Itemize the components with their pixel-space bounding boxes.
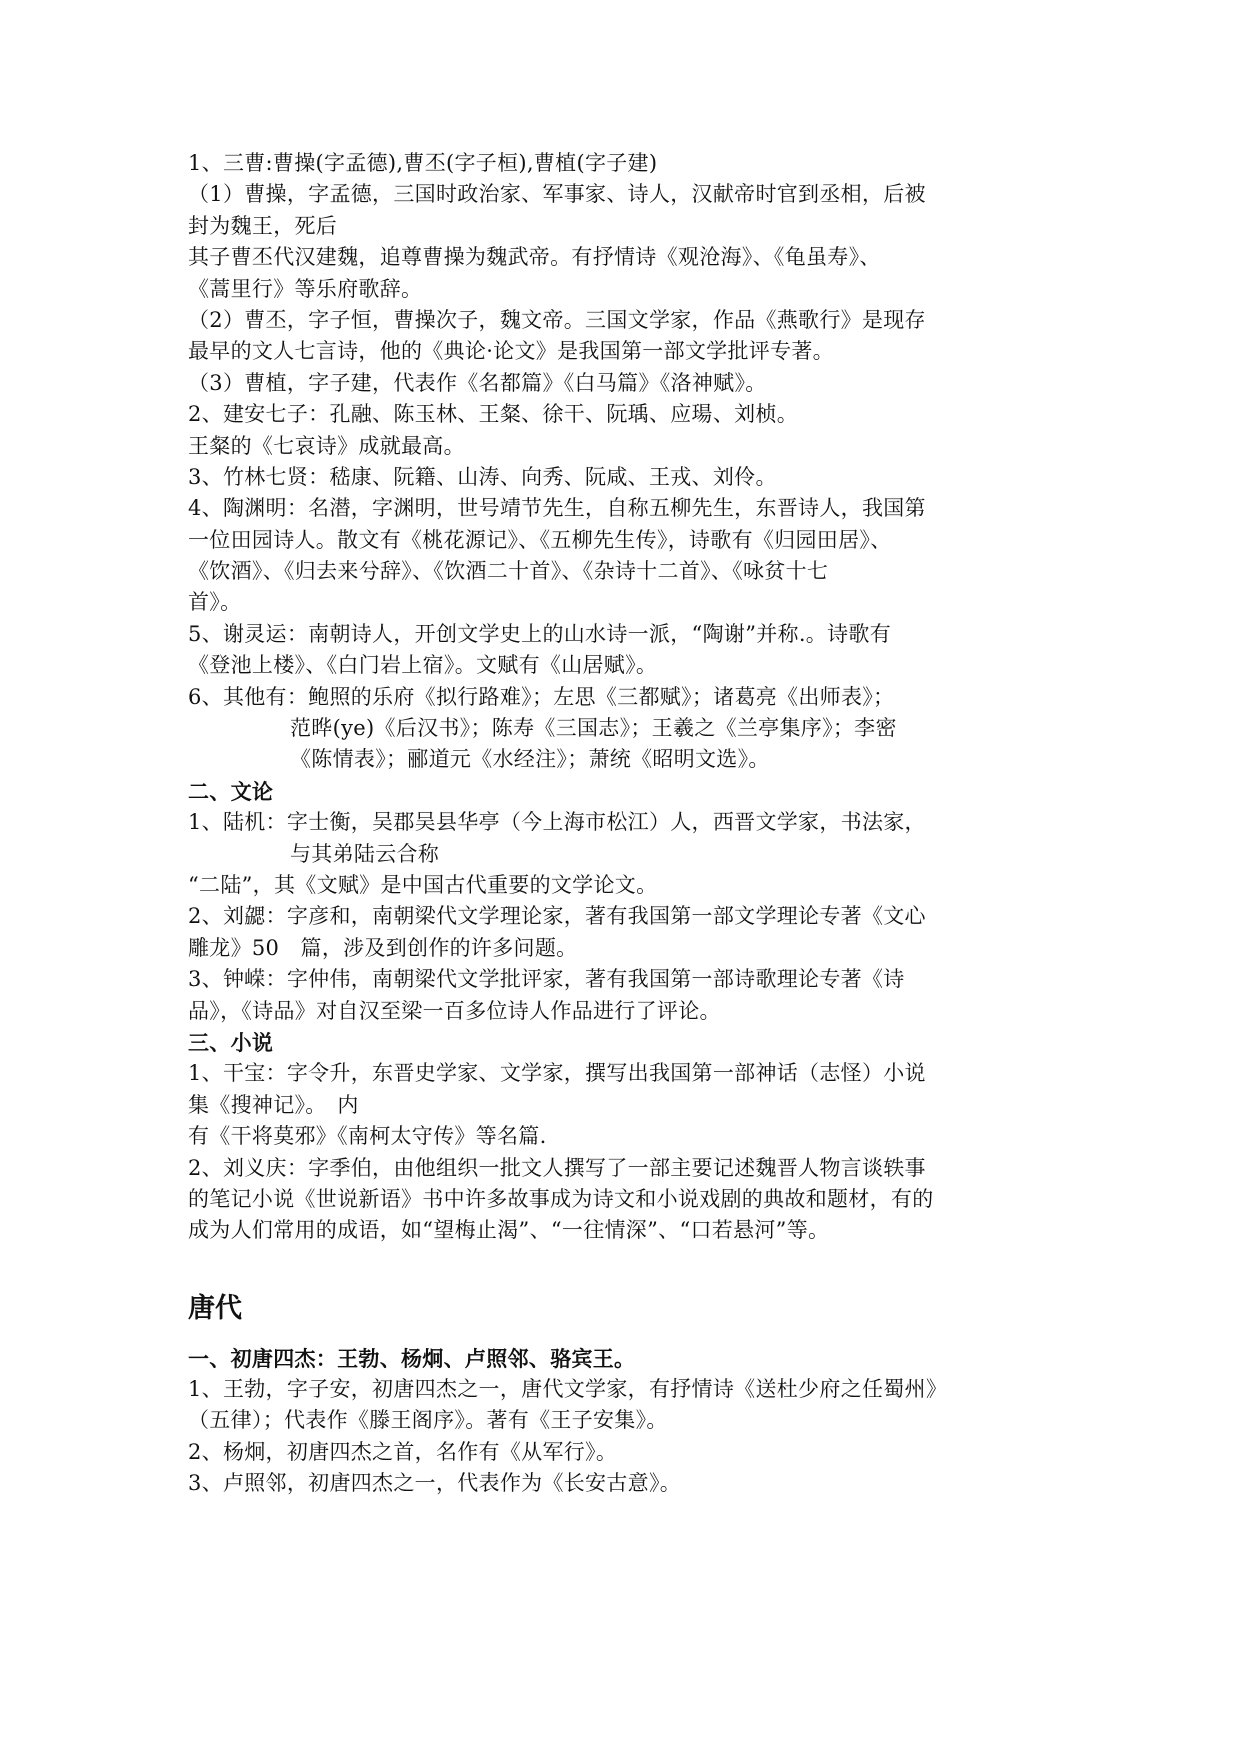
text-line: 《登池上楼》、《白门岩上宿》。文赋有《山居赋》。 xyxy=(188,653,658,678)
text-line: 《陈情表》；郦道元《水经注》；萧统《昭明文选》。 xyxy=(290,747,770,772)
text-line: 雕龙》50 篇，涉及到创作的许多问题。 xyxy=(188,935,578,960)
text-line: 首》。 xyxy=(188,590,242,615)
text-line: （3）曹植，字子建，代表作《名都篇》《白马篇》《洛神赋》。 xyxy=(188,370,767,395)
text-line: 其子曹丕代汉建魏，追尊曹操为魏武帝。有抒情诗《观沧海》、《龟虽寿》、 xyxy=(188,245,881,270)
section-heading: 三、小说 xyxy=(188,1029,274,1055)
text-line: 一位田园诗人。散文有《桃花源记》、《五柳先生传》，诗歌有《归园田居》、 xyxy=(188,527,892,552)
text-line: 2、建安七子：孔融、陈玉林、王粲、徐干、阮瑀、应瑒、刘桢。 xyxy=(188,402,799,427)
text-line: 2、杨炯，初唐四杰之首，名作有《从军行》。 xyxy=(188,1439,618,1464)
text-line: 《蒿里行》等乐府歌辞。 xyxy=(188,276,423,301)
text-line: 1、王勃，字子安，初唐四杰之一，唐代文学家，有抒情诗《送杜少府之任蜀州》 xyxy=(188,1377,948,1402)
text-line: 6、其他有：鲍照的乐府《拟行路难》；左思《三都赋》；诸葛亮《出师表》； xyxy=(188,684,895,709)
text-line: 3、卢照邻，初唐四杰之一，代表作为《长安古意》。 xyxy=(188,1471,682,1496)
text-line: 范晔(ye)《后汉书》；陈寿《三国志》；王羲之《兰亭集序》；李密 xyxy=(290,716,897,741)
section-heading: 二、文论 xyxy=(188,778,274,804)
text-line: 《饮酒》、《归去来兮辞》、《饮酒二十首》、《杂诗十二首》、《咏贫十七 xyxy=(188,559,829,584)
text-line: （1）曹操，字孟德，三国时政治家、军事家、诗人，汉献帝时官到丞相，后被 xyxy=(188,182,926,207)
text-line: 4、陶渊明：名潜，字渊明，世号靖节先生，自称五柳先生，东晋诗人，我国第 xyxy=(188,496,926,521)
text-line: 的笔记小说《世说新语》书中许多故事成为诗文和小说戏剧的典故和题材，有的 xyxy=(188,1186,934,1211)
text-line: “二陆”，其《文赋》是中国古代重要的文学论文。 xyxy=(188,872,658,897)
text-line: 2、刘义庆：字季伯，由他组织一批文人撰写了一部主要记述魏晋人物言谈轶事 xyxy=(188,1155,926,1180)
text-line: （2）曹丕，字子恒，曹操次子，魏文帝。三国文学家，作品《燕歌行》是现存 xyxy=(188,307,926,332)
text-line: 与其弟陆云合称 xyxy=(290,841,440,866)
text-line: 有《干将莫邪》《南柯太守传》等名篇. xyxy=(188,1124,547,1149)
text-line: 3、钟嵘：字仲伟，南朝梁代文学批评家，著有我国第一部诗歌理论专著《诗 xyxy=(188,967,905,992)
text-line: 5、谢灵运：南朝诗人，开创文学史上的山水诗一派，“陶谢”并称.。诗歌有 xyxy=(188,621,892,646)
text-line: 集《搜神记》。 内 xyxy=(188,1092,359,1117)
text-line: 2、刘勰：字彦和，南朝梁代文学理论家，著有我国第一部文学理论专著《文心 xyxy=(188,904,926,929)
text-line: 品》，《诗品》对自汉至梁一百多位诗人作品进行了评论。 xyxy=(188,998,721,1023)
era-title: 唐代 xyxy=(188,1292,242,1324)
text-line: 王粲的《七哀诗》成就最高。 xyxy=(188,433,465,458)
section-heading: 一、初唐四杰：王勃、杨炯、卢照邻、骆宾王。 xyxy=(188,1345,636,1371)
document-body xyxy=(188,148,1068,1500)
text-line: 1、陆机：字士衡，吴郡吴县华亭（今上海市松江）人，西晋文学家，书法家， xyxy=(188,810,926,835)
text-line: 1、三曹:曹操(字孟德),曹丕(字子桓),曹植(字子建) xyxy=(188,151,658,175)
text-line: 封为魏王，死后 xyxy=(188,213,338,238)
text-line: 成为人们常用的成语，如“望梅止渴”、“一往情深”、“口若悬河”等。 xyxy=(188,1218,830,1243)
text-line: （五律）；代表作《滕王阁序》。著有《王子安集》。 xyxy=(188,1408,668,1433)
text-line: 最早的文人七言诗，他的《典论·论文》是我国第一部文学批评专著。 xyxy=(188,339,834,364)
text-line: 1、干宝：字令升，东晋史学家、文学家，撰写出我国第一部神话（志怪）小说 xyxy=(188,1061,926,1086)
text-line: 3、竹林七贤：嵇康、阮籍、山涛、向秀、阮咸、王戎、刘伶。 xyxy=(188,464,777,489)
